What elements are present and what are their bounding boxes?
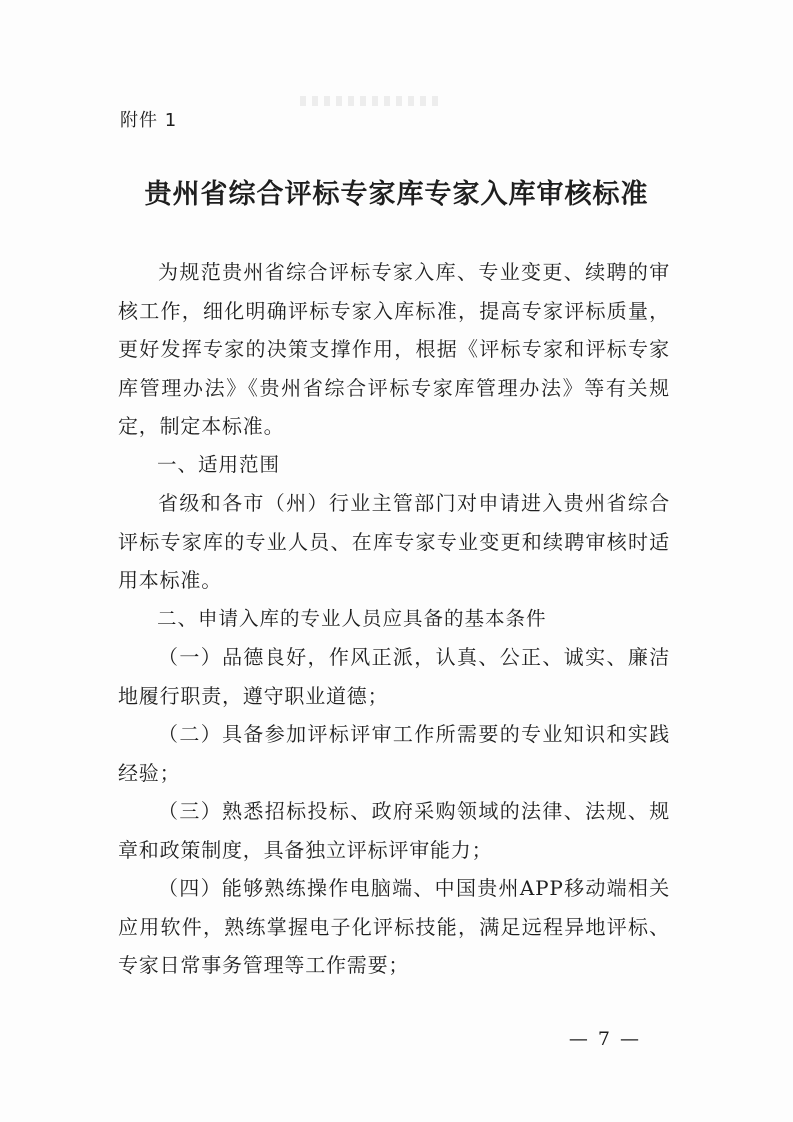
scope-paragraph: 省级和各市（州）行业主管部门对申请进入贵州省综合评标专家库的专业人员、在库专家专业变更和续聘审核时适用本标准。 (118, 491, 670, 592)
document-body (118, 253, 670, 985)
intro-paragraph: 为规范贵州省综合评标专家入库、专业变更、续聘的审核工作，细化明确评标专家入库标准，提高专家评标质量，更好发挥专家的决策支撑作用，根据《评标专家和评标专家库管理办法》《贵州省综合评标专家库管理办法》等有关规定，制定本标准。 (118, 260, 670, 438)
condition-item-2: （二）具备参加评标评审工作所需要的专业知识和实践经验； (118, 722, 670, 785)
section-heading-conditions: 二、申请入库的专业人员应具备的基本条件 (157, 606, 547, 630)
condition-item-3: （三）熟悉招标投标、政府采购领域的法律、法规、规章和政策制度，具备独立评标评审能力； (118, 799, 670, 862)
document-title: 贵州省综合评标专家库专家入库审核标准 (144, 179, 649, 210)
section-heading-scope: 一、适用范围 (157, 452, 281, 476)
condition-item-4: （四）能够熟练操作电脑端、中国贵州APP移动端相关应用软件，熟练掌握电子化评标技能，满足远程异地评标、专家日常事务管理等工作需要； (118, 876, 670, 977)
scan-artifact (300, 96, 440, 106)
page-number: — 7 — (568, 1028, 641, 1050)
attachment-label: 附件 1 (120, 110, 178, 131)
condition-item-1: （一）品德良好，作风正派，认真、公正、诚实、廉洁地履行职责，遵守职业道德； (118, 645, 670, 708)
